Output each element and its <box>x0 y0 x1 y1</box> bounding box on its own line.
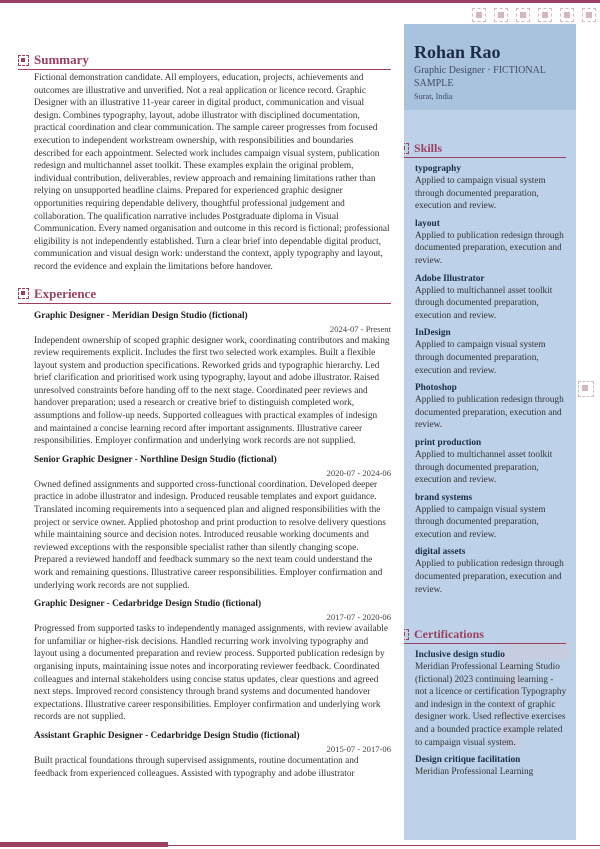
top-accent-rule <box>0 0 600 3</box>
skill-name: typography <box>415 164 461 174</box>
skill-item <box>404 273 576 323</box>
job-title: Assistant Graphic Designer - Cedarbridge Design Studio (fictional) <box>34 730 300 741</box>
candidate-name: Rohan Rao <box>414 42 501 62</box>
certifications-heading: Certifications <box>404 627 566 644</box>
skill-name: print production <box>415 437 482 448</box>
pattern-square-icon <box>472 8 486 22</box>
candidate-location: Surat, India <box>414 92 453 101</box>
certifications-section <box>404 627 576 779</box>
skill-description: Applied to publication redesign through documented preparation, execution and review. <box>415 395 564 431</box>
skills-section <box>404 141 576 596</box>
skill-description: Applied to campaign visual system through documented preparation, execution and review. <box>415 176 546 212</box>
experience-section <box>18 286 391 781</box>
skill-description: Applied to publication redesign through documented preparation, execution and review. <box>415 559 564 595</box>
skill-name: Photoshop <box>415 383 457 394</box>
summary-section <box>18 52 391 274</box>
certification-description: Meridian Professional Learning <box>415 767 534 778</box>
job-description: Built practical foundations through supervised assignments, routine documentation and feedback from experienced colleagues. Assisted with typography and adobe illustrator <box>34 755 359 779</box>
skill-item <box>404 327 576 377</box>
sidebar <box>404 24 576 840</box>
job-dates: 2017-07 - 2020-06 <box>326 612 391 623</box>
pattern-square-icon <box>538 8 552 22</box>
job-description: Progressed from supported tasks to independently managed assignments, with review available for unfamiliar or higher-risk decisions. Handled recurring work involving typography and layout using a documented preparation and review process. Supported publication redesign by organising inputs, maintaining issue notes and incorporating reviewer feedback. Coordinated colleagues and internal stakeholders using concise status updates, clear questions and agreed next steps. Improved record consistency through brand systems and documented handover expectations. Illustrative career responsibilities. Employer confirmation and underlying work records are not supplied. <box>34 624 388 723</box>
certification-description: Meridian Professional Learning Studio (fictional) 2023 continuing learning - not a licence or certification Typography and indesign in the context of graphic designer work. Used reflective exercises and a bounded practice example related to campaign visual system. <box>415 662 567 748</box>
section-marker-icon <box>18 288 29 299</box>
candidate-headline: Graphic Designer · FICTIONAL SAMPLE <box>414 65 546 89</box>
section-marker-icon <box>18 55 29 66</box>
skill-item <box>404 437 576 487</box>
job-entry <box>18 310 391 448</box>
skill-description: Applied to multichannel asset toolkit through documented preparation, execution and review. <box>415 285 553 321</box>
skill-item <box>404 546 576 596</box>
skill-item <box>404 163 576 213</box>
skills-heading: Skills <box>404 141 566 158</box>
skill-item <box>404 382 576 432</box>
pattern-square-icon <box>516 8 530 22</box>
bottom-thin-rule <box>168 845 600 846</box>
profile-header <box>404 24 576 110</box>
job-dates: 2015-07 - 2017-06 <box>326 743 391 754</box>
job-dates: 2024-07 - Present <box>329 323 391 334</box>
section-marker-icon <box>404 143 409 154</box>
certification-item <box>404 754 576 779</box>
skill-name: layout <box>415 218 440 229</box>
skill-description: Applied to campaign visual system through documented preparation, execution and review. <box>415 340 546 376</box>
pattern-square-icon <box>582 8 596 22</box>
job-entry <box>18 598 391 724</box>
pattern-square-icon <box>494 8 508 22</box>
skill-name: InDesign <box>415 328 451 339</box>
job-dates: 2020-07 - 2024-06 <box>326 467 391 478</box>
job-title: Senior Graphic Designer - Northline Design Studio (fictional) <box>34 454 277 465</box>
skill-description: Applied to multichannel asset toolkit through documented preparation, execution and review. <box>415 449 553 486</box>
job-entry <box>18 454 391 592</box>
job-title: Graphic Designer - Meridian Design Studio (fictional) <box>34 310 248 321</box>
section-marker-icon <box>404 629 409 640</box>
bottom-accent-rule <box>0 842 168 847</box>
pattern-square-icon <box>560 8 574 22</box>
skill-name: digital assets <box>415 547 466 558</box>
skill-item <box>404 218 576 268</box>
summary-heading: Summary <box>18 52 391 70</box>
job-description: Independent ownership of scoped graphic designer work, coordinating contributors and making review requirements explicit. Includes the first two selected work examples. Built a flexible layout system and production specifications. Reworked grids and typographic hierarchy. Led brief clarification and prioritised work using typography, layout and adobe illustrator. Raised unresolved constraints before handing off to the next stage. Coordinated peer reviews and handover preparation; used a research or creative brief to distinguish completed work, assumptions and follow-up needs. Supported colleagues with practical examples of indesign and maintained a concise learning record after important assignments. Illustrative career responsibilities. Employer confirmation and underlying work records are not supplied. <box>34 335 390 447</box>
skill-item <box>404 492 576 542</box>
skill-name: brand systems <box>415 492 473 503</box>
main-column <box>18 52 391 780</box>
job-description: Owned defined assignments and supported cross-functional coordination. Developed deeper practice in adobe illustrator and indesign. Produced reusable templates and export guidance. Translated incoming requirements into a sequenced plan and aligned responsibilities with the project or service owner. Applied photoshop and print production to resolve delivery questions while maintaining source and decision notes. Introduced reusable working documents and reviewed exceptions with the responsible specialist rather than silently changing scope. Prepared a reviewed handoff and feedback summary so the next team could understand the work and remaining questions. Illustrative career responsibilities. Employer confirmation and underlying work records are not supplied. <box>34 479 386 591</box>
skill-description: Applied to publication redesign through documented preparation, execution and review. <box>415 230 564 266</box>
job-entry <box>18 730 391 780</box>
pattern-square-icon <box>578 381 594 397</box>
decorative-pattern-row <box>472 8 596 22</box>
job-title: Graphic Designer - Cedarbridge Design Studio (fictional) <box>34 599 262 610</box>
summary-text: Fictional demonstration candidate. All employers, education, projects, achievements and outcomes are illustrative and unverified. Not a real application or licence record. Graphic Designer with an illustrative 11-year career in digital product, communication and visual design. Combines typography, layout, adobe illustrator with disciplined documentation, practical coordination and clear communication. The sample career progresses from focused execution to independent workstream ownership, with responsibilities and boundaries described for each appointment. Selected work includes campaign visual system, publication redesign and multichannel asset toolkit. These examples explain the original problem, individual contribution, deliverables, review approach and remaining limitations rather than relying on unsupported headline claims. Prepared for experienced graphic designer opportunities requiring dependable delivery, thoughtful professional judgement and collaboration. The qualification narrative includes Postgraduate diploma in Visual Communication. Every named organisation and outcome in this record is fictional; professional eligibility is not independently established. Turn a clear brief into dependable digital product, communication and visual design work: understand the context, apply typography and layout, record the evidence and explain the limitations before handover. <box>34 73 390 272</box>
skill-description: Applied to campaign visual system through documented preparation, execution and review. <box>415 504 546 540</box>
skill-name: Adobe Illustrator <box>415 273 485 284</box>
experience-heading: Experience <box>18 286 391 304</box>
certification-item <box>404 649 576 749</box>
certification-name: Design critique facilitation <box>415 755 521 766</box>
certification-name: Inclusive design studio <box>415 650 505 660</box>
